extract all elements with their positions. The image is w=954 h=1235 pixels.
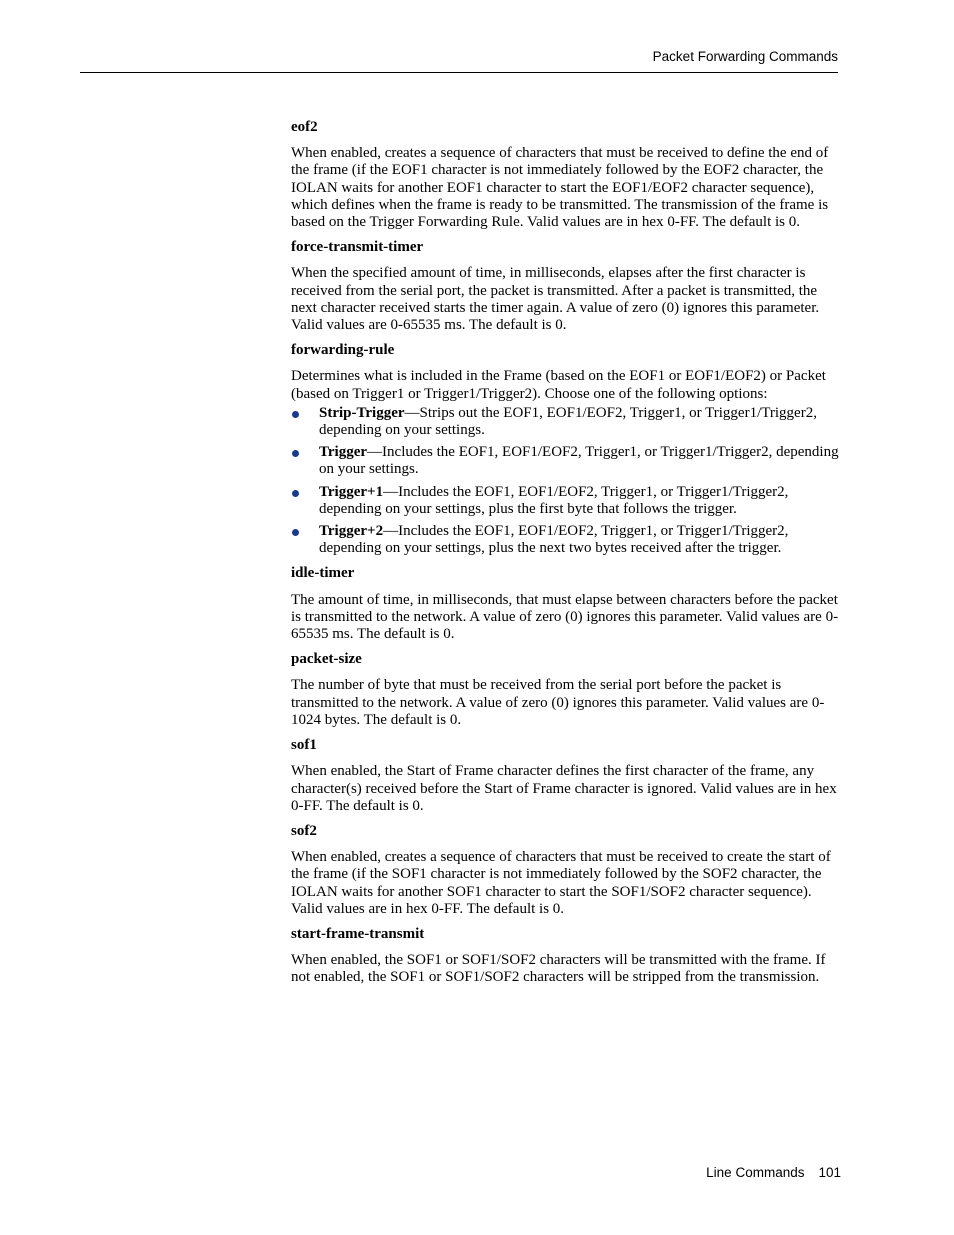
footer-section: Line Commands — [706, 1165, 805, 1180]
desc-sof1: When enabled, the Start of Frame character defines the first character of the frame, any character(s) received before the Start of Frame character is ignored. Valid values are in hex 0-FF. The default is 0. — [291, 763, 837, 814]
list-item — [291, 523, 843, 557]
desc-forwarding-rule: Determines what is included in the Frame (based on the EOF1 or EOF1/EOF2) or Packet (based on Trigger1 or Trigger1/Trigger2). Choose one of the following options: — [291, 368, 826, 402]
term-force-transmit-timer: force-transmit-timer — [291, 239, 424, 256]
option-name: Strip-Trigger — [319, 404, 405, 421]
desc-force-transmit-timer: When the specified amount of time, in milliseconds, elapses after the first character is received from the serial port, the packet is transmitted. After a packet is transmitted, the next character received starts the timer again. A value of zero (0) ignores this parameter. Valid values are 0-65535 ms. The default is 0. — [291, 265, 820, 334]
option-desc: —Includes the EOF1, EOF1/EOF2, Trigger1, or Trigger1/Trigger2, depending on your settings. — [319, 444, 839, 478]
list-item — [291, 484, 843, 518]
option-name: Trigger+1 — [319, 483, 384, 500]
term-idle-timer: idle-timer — [291, 565, 355, 582]
list-item — [291, 444, 843, 478]
term-forwarding-rule: forwarding-rule — [291, 342, 395, 359]
option-name: Trigger — [319, 444, 368, 461]
option-desc: —Includes the EOF1, EOF1/EOF2, Trigger1, or Trigger1/Trigger2, depending on your settings, plus the first byte that follows the trigger. — [319, 483, 789, 517]
running-header: Packet Forwarding Commands — [652, 49, 838, 64]
desc-start-frame-transmit: When enabled, the SOF1 or SOF1/SOF2 characters will be transmitted with the frame. If not enabled, the SOF1 or SOF1/SOF2 characters will be stripped from the transmission. — [291, 952, 826, 986]
bullet-icon — [292, 529, 299, 536]
term-eof2: eof2 — [291, 119, 318, 135]
option-desc: —Includes the EOF1, EOF1/EOF2, Trigger1, or Trigger1/Trigger2, depending on your settings, plus the next two bytes received after the trigger. — [319, 523, 789, 557]
desc-idle-timer: The amount of time, in milliseconds, that must elapse between characters before the packet is transmitted to the network. A value of zero (0) ignores this parameter. Valid values are 0-65535 ms. The default is 0. — [291, 591, 839, 643]
desc-sof2: When enabled, creates a sequence of characters that must be received to create the start of the frame (if the SOF1 character is not immediately followed by the SOF2 character, the IOLAN waits for another SOF1 character to start the SOF1/SOF2 character sequence). Valid values are in hex 0-FF. The default is 0. — [291, 849, 831, 917]
page-number: 101 — [818, 1165, 841, 1180]
desc-packet-size: The number of byte that must be received from the serial port before the packet is transmitted to the network. A value of zero (0) ignores this parameter. Valid values are 0-1024 bytes. The default is 0. — [291, 677, 825, 728]
option-desc: —Strips out the EOF1, EOF1/EOF2, Trigger1, or Trigger1/Trigger2, depending on your settings. — [319, 404, 817, 439]
forwarding-rule-options — [291, 405, 843, 558]
document-body — [291, 119, 843, 995]
bullet-icon — [292, 450, 299, 457]
page-footer — [706, 1165, 841, 1180]
term-sof1: sof1 — [291, 737, 317, 754]
header-rule — [80, 72, 838, 73]
list-item — [291, 405, 843, 439]
bullet-icon — [292, 490, 299, 497]
term-start-frame-transmit: start-frame-transmit — [291, 925, 425, 942]
term-packet-size: packet-size — [291, 651, 362, 668]
desc-eof2: When enabled, creates a sequence of characters that must be received to define the end of the frame (if the EOF1 character is not immediately followed by the EOF2 character, the IOLAN waits for another EOF1 character to start the EOF1/EOF2 character sequence), which defines when the frame is ready to be transmitted. The transmission of the frame is based on the Trigger Forwarding Rule. Valid values are in hex 0-FF. The default is 0. — [291, 145, 829, 231]
bullet-icon — [292, 411, 299, 418]
term-sof2: sof2 — [291, 822, 317, 839]
option-name: Trigger+2 — [319, 523, 384, 540]
